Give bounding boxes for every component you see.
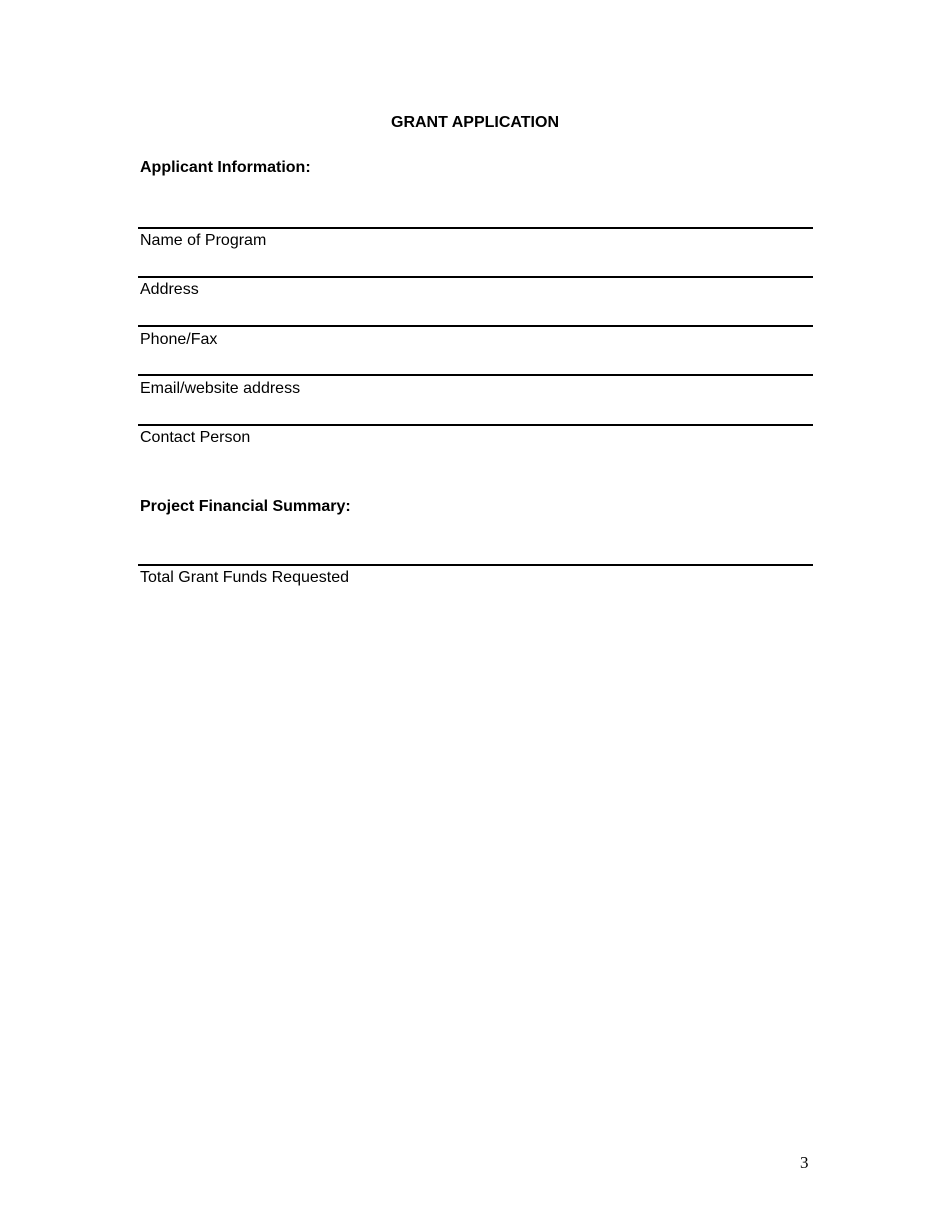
field-label-contact-person: Contact Person xyxy=(140,429,251,446)
field-label-name-of-program: Name of Program xyxy=(140,232,267,249)
project-financial-summary-heading: Project Financial Summary: xyxy=(140,498,351,515)
field-line xyxy=(138,564,813,566)
page-title: GRANT APPLICATION xyxy=(391,114,559,131)
field-line xyxy=(138,325,813,327)
field-line xyxy=(138,424,813,426)
field-label-email-website: Email/website address xyxy=(140,380,301,397)
field-label-address: Address xyxy=(140,281,199,298)
page-number: 3 xyxy=(800,1153,809,1172)
applicant-information-heading: Applicant Information: xyxy=(140,159,311,176)
field-line xyxy=(138,276,813,278)
field-line xyxy=(138,374,813,376)
field-label-phone-fax: Phone/Fax xyxy=(140,331,218,348)
field-line xyxy=(138,227,813,229)
field-label-total-grant-funds: Total Grant Funds Requested xyxy=(140,569,350,586)
